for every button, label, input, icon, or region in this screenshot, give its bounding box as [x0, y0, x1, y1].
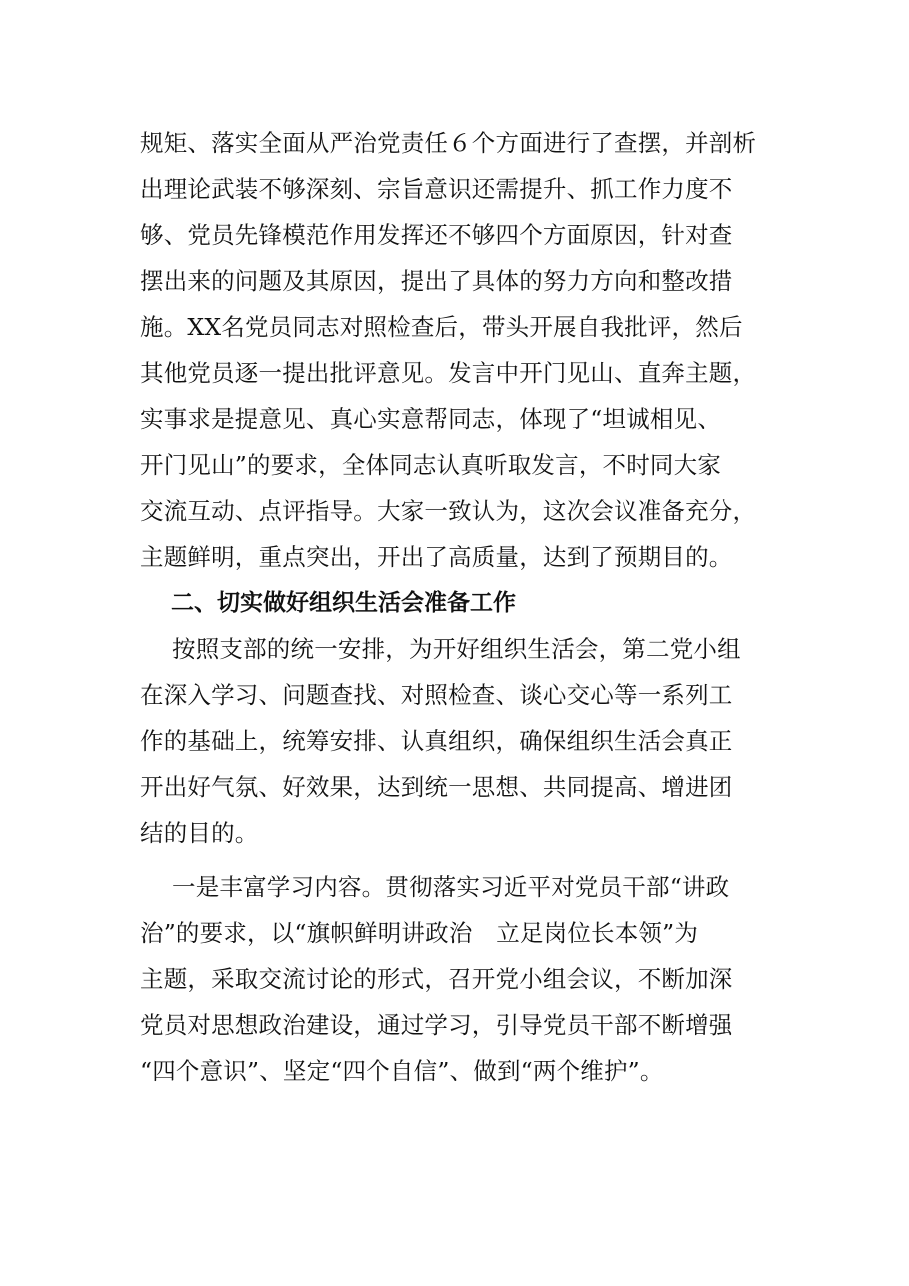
paragraph-line: 主题，采取交流讨论的形式，召开党小组会议，不断加深 [140, 965, 733, 993]
paragraph-line: 摆出来的问题及其原因，提出了具体的努力方向和整改措 [140, 267, 733, 295]
paragraph-line: 开出好气氛、好效果，达到统一思想、共同提高、增进团 [140, 773, 733, 801]
paragraph-line: 施。XX名党员同志对照检查后，带头开展自我批评，然后 [140, 313, 743, 341]
paragraph-line: 实事求是提意见、真心实意帮同志，体现了“坦诚相见、 [140, 405, 722, 433]
paragraph-line: 开门见山”的要求，全体同志认真听取发言，不时同大家 [140, 451, 722, 479]
paragraph-line: 规矩、落实全面从严治党责任６个方面进行了查摆，并剖析 [140, 129, 757, 157]
section-heading: 二、切实做好组织生活会准备工作 [171, 590, 516, 616]
paragraph-line: 在深入学习、问题查找、对照检查、谈心交心等一系列工 [140, 681, 733, 709]
paragraph-line: 治”的要求，以“旗帜鲜明讲政治 立足岗位长本领”为 [140, 919, 699, 947]
paragraph-line: 党员对思想政治建设，通过学习，引导党员干部不断增强 [140, 1011, 733, 1039]
paragraph-line: 其他党员逐一提出批评意见。发言中开门见山、直奔主题， [140, 359, 757, 387]
paragraph-line: 主题鲜明，重点突出，开出了高质量，达到了预期目的。 [140, 543, 733, 571]
paragraph-line: 按照支部的统一安排，为开好组织生活会，第二党小组 [172, 635, 741, 663]
paragraph-line: 交流互动、点评指导。大家一致认为，这次会议准备充分， [140, 497, 757, 525]
paragraph-line: 出理论武装不够深刻、宗旨意识还需提升、抓工作力度不 [140, 175, 733, 203]
paragraph-line: 结的目的。 [140, 819, 259, 847]
paragraph-line: 作的基础上，统筹安排、认真组织，确保组织生活会真正 [140, 727, 733, 755]
paragraph-line: 够、党员先锋模范作用发挥还不够四个方面原因，针对查 [140, 221, 733, 249]
paragraph-line: 一是丰富学习内容。贯彻落实习近平对党员干部“讲政 [172, 873, 730, 901]
paragraph-line: “四个意识”、坚定“四个自信”、做到“两个维护”。 [140, 1057, 664, 1085]
